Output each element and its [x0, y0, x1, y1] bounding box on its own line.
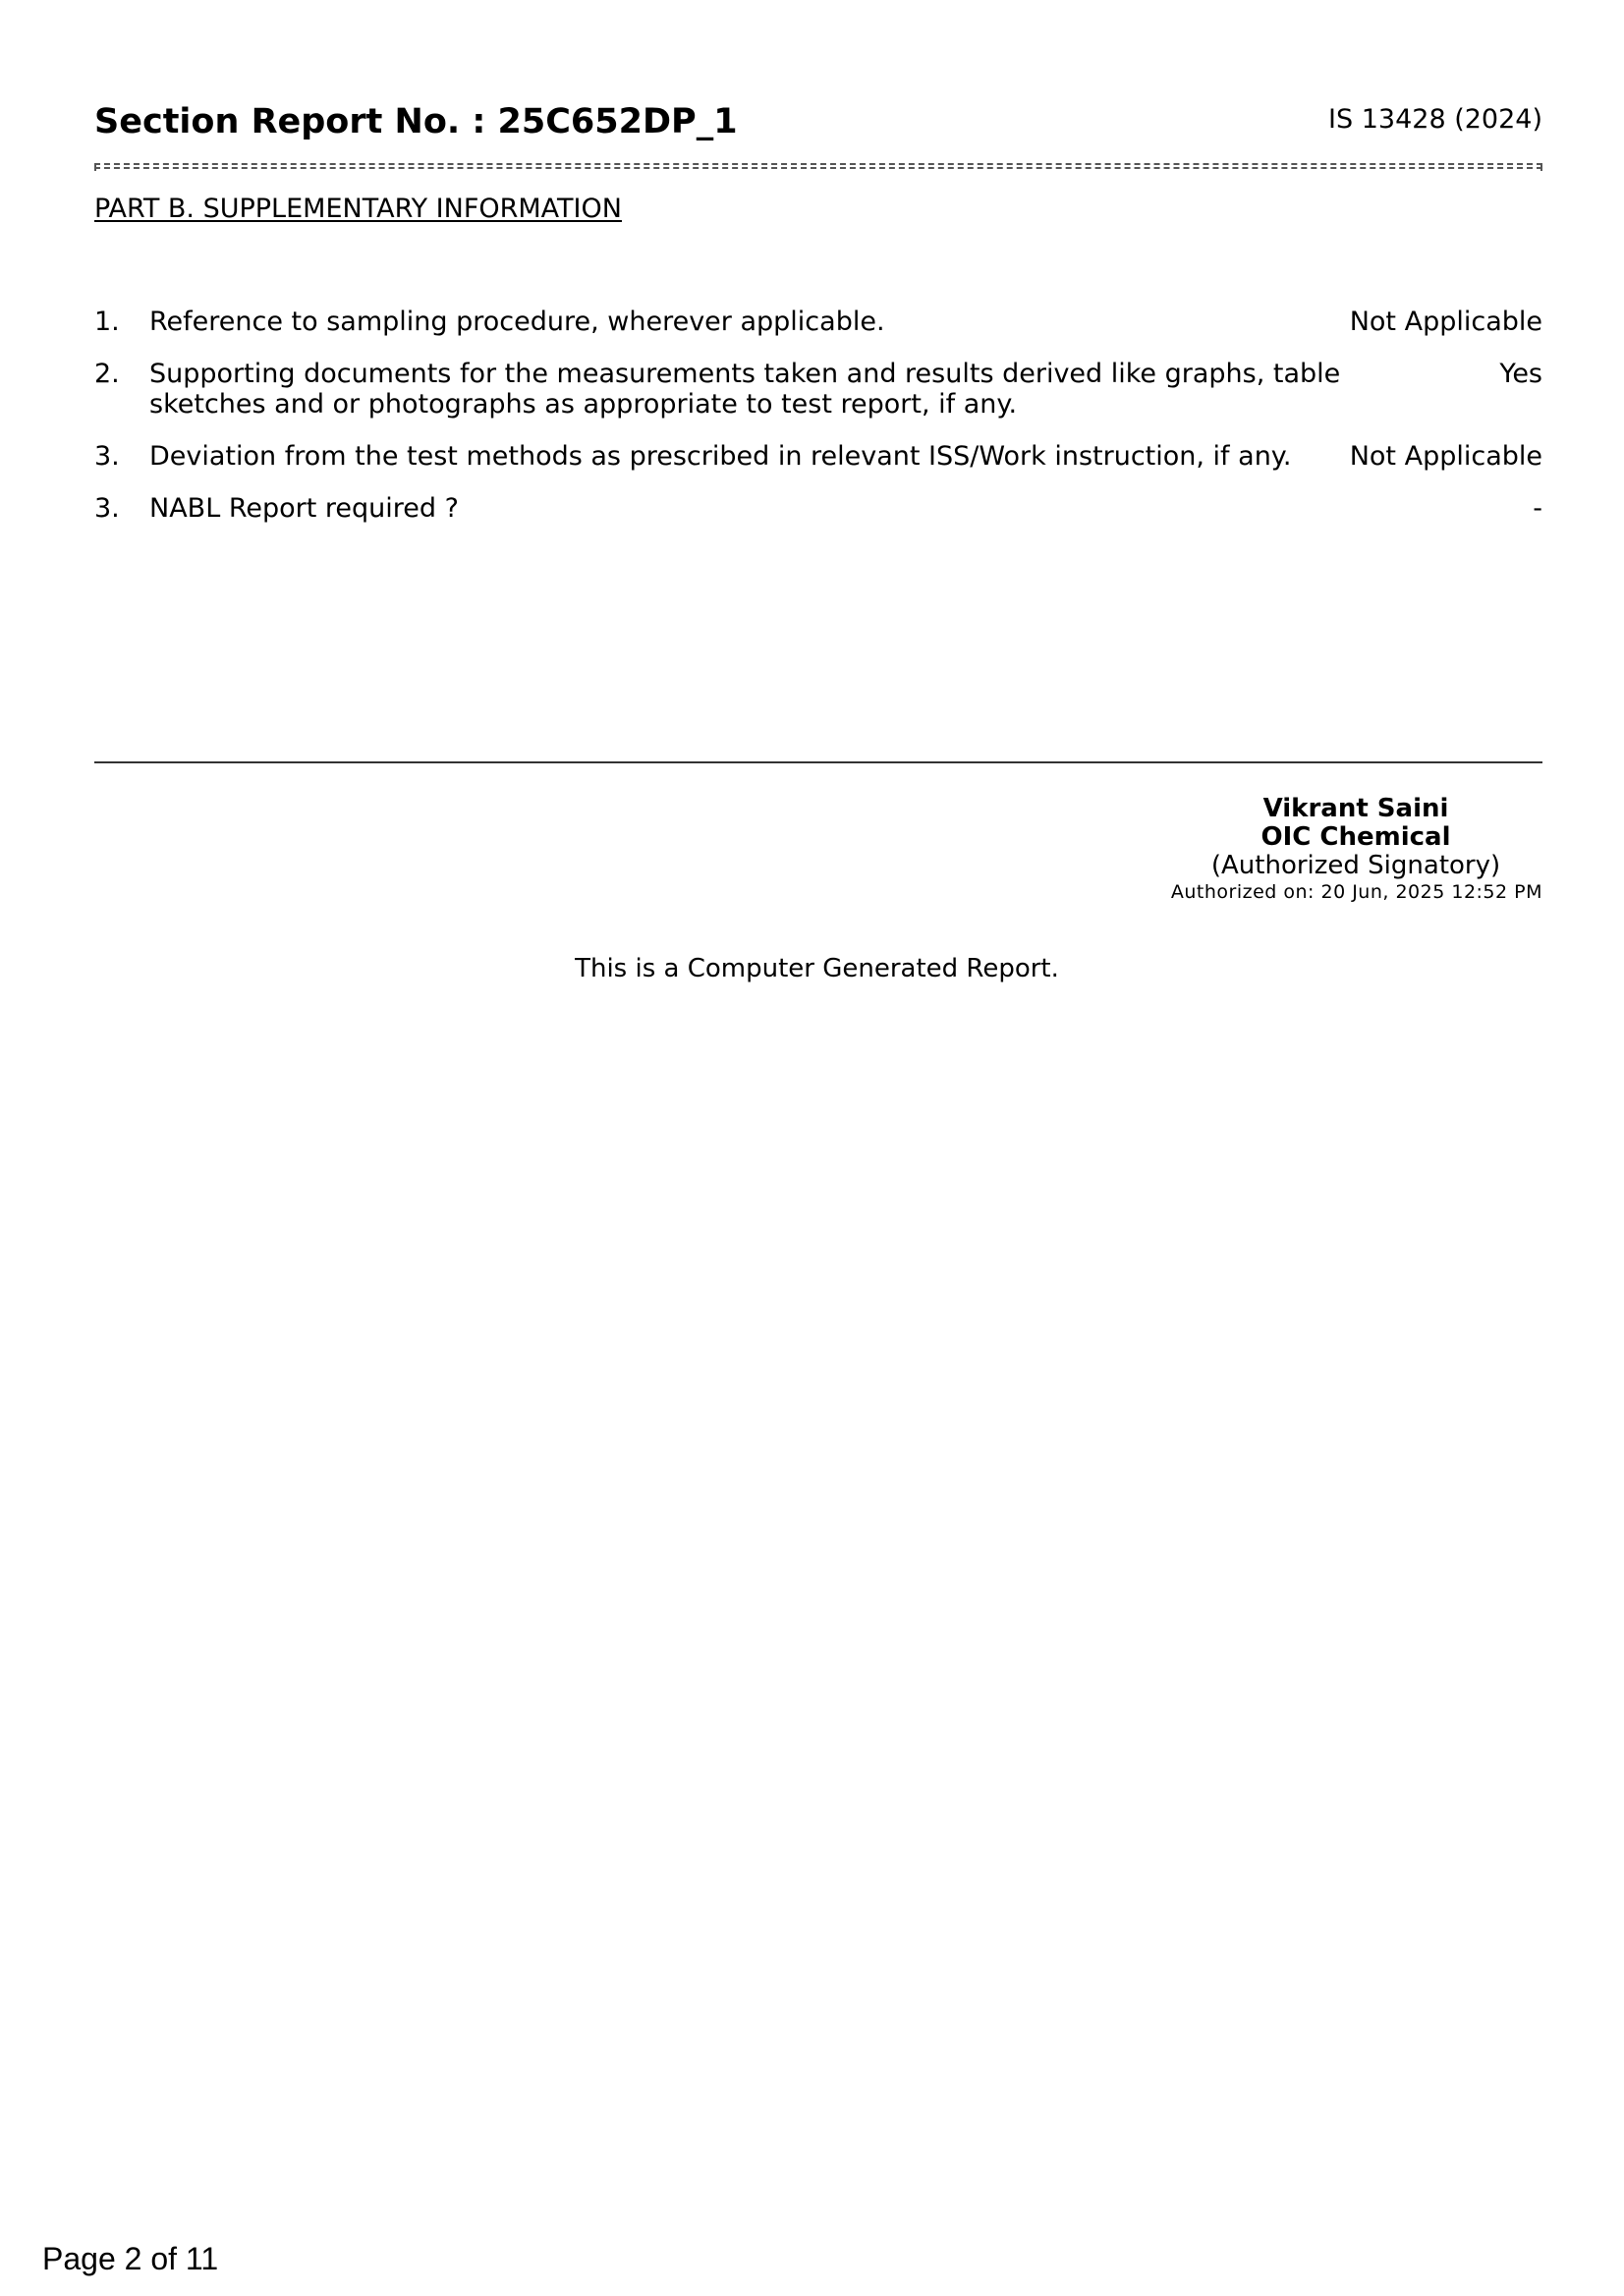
- computer-generated-note: This is a Computer Generated Report.: [575, 954, 1059, 983]
- header-divider: [94, 163, 1542, 169]
- standard-reference: IS 13428 (2024): [1328, 104, 1542, 135]
- signatory-department: OIC Chemical: [1260, 822, 1451, 852]
- signatory-role: (Authorized Signatory): [1210, 851, 1501, 880]
- item-number: 3.: [94, 441, 120, 472]
- list-item: [94, 359, 1542, 420]
- item-text: Reference to sampling procedure, wherever applicable.: [149, 307, 885, 337]
- item-number: 2.: [94, 359, 120, 389]
- signatory-name: Vikrant Saini: [1262, 794, 1449, 823]
- signature-divider: [94, 761, 1542, 763]
- item-number: 3.: [94, 493, 120, 524]
- page-number: Page 2 of 11: [42, 2241, 219, 2276]
- item-value: Not Applicable: [1349, 307, 1542, 337]
- item-text: Supporting documents for the measurements taken and results derived like graphs, table sketches and or photographs as appropriate to test report, if any.: [149, 359, 1341, 420]
- supplementary-info-list: [94, 307, 1542, 545]
- list-item: [94, 307, 1542, 337]
- item-value: -: [1533, 493, 1542, 524]
- list-item: [94, 493, 1542, 524]
- section-heading: PART B. SUPPLEMENTARY INFORMATION: [94, 194, 622, 224]
- list-item: [94, 441, 1542, 472]
- item-text: Deviation from the test methods as prescribed in relevant ISS/Work instruction, if any.: [149, 441, 1292, 472]
- authorized-timestamp: Authorized on: 20 Jun, 2025 12:52 PM: [1170, 881, 1542, 903]
- item-text: NABL Report required ?: [149, 493, 459, 524]
- report-title: Section Report No. : 25C652DP_1: [94, 102, 738, 141]
- item-number: 1.: [94, 307, 120, 337]
- item-value: Yes: [1499, 359, 1542, 389]
- item-value: Not Applicable: [1349, 441, 1542, 472]
